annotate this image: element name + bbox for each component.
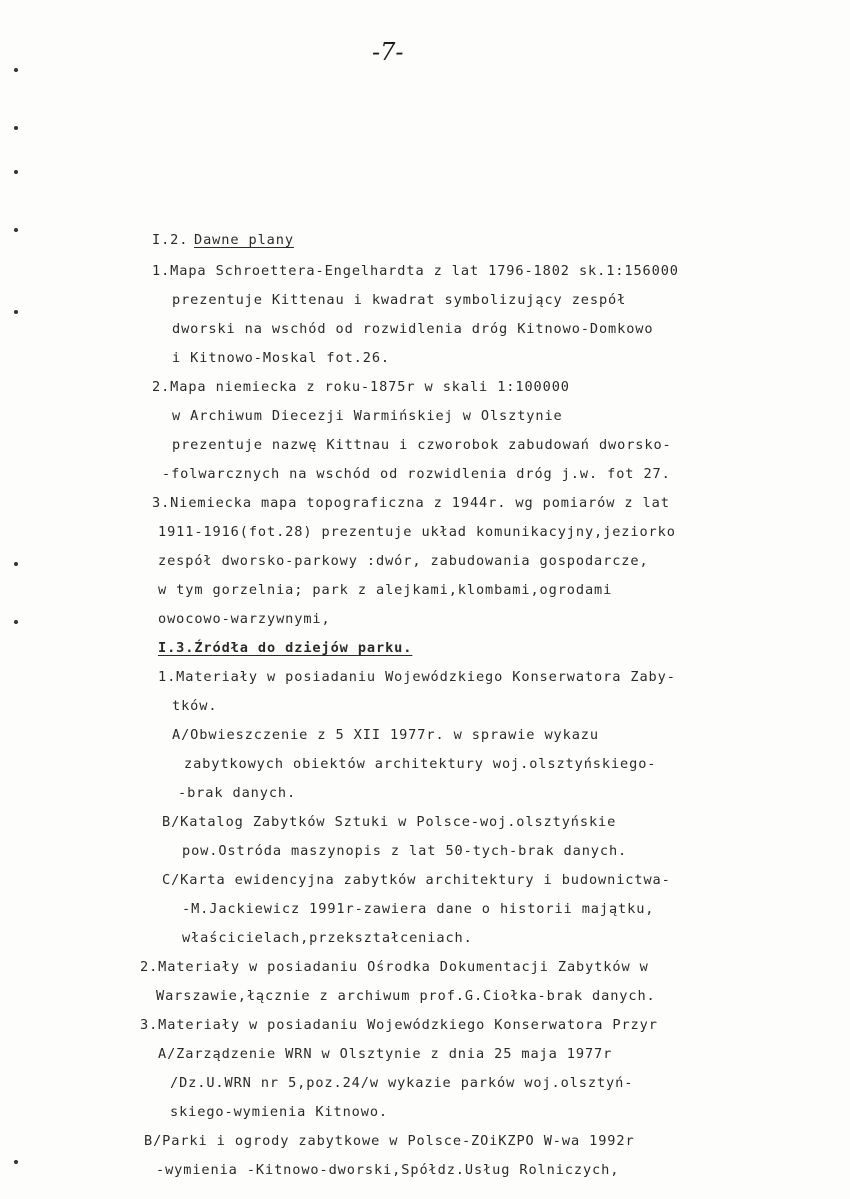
scan-mark <box>14 126 18 130</box>
text-line: A/Obwieszczenie z 5 XII 1977r. w sprawie wykazu <box>172 727 599 743</box>
text-line: 2.Materiały w posiadaniu Ośrodka Dokumentacji Zabytków w <box>140 959 649 975</box>
text-line: owocowo-warzywnymi, <box>158 611 331 627</box>
text-line: 2.Mapa niemiecka z roku-1875r w skali 1:100000 <box>152 379 570 395</box>
text-line: skiego-wymienia Kitnowo. <box>170 1104 389 1120</box>
text-line: 3.Niemiecka mapa topograficzna z 1944r. wg pomiarów z lat <box>152 495 670 511</box>
text-line: -folwarcznych na wschód od rozwidlenia dróg j.w. fot 27. <box>162 466 671 482</box>
text-line: tków. <box>172 698 218 714</box>
section-heading: Dawne plany <box>194 232 294 248</box>
text-line: pow.Ostróda maszynopis z lat 50-tych-brak danych. <box>182 843 628 859</box>
text-line: w Archiwum Diecezji Warmińskiej w Olsztynie <box>172 408 563 424</box>
scan-mark <box>14 310 18 314</box>
text-line: B/Katalog Zabytków Sztuki w Polsce-woj.olsztyńskie <box>162 814 617 830</box>
text-line: Warszawie,łącznie z archiwum prof.G.Ciołka-brak danych. <box>156 988 656 1004</box>
scan-mark <box>14 228 18 232</box>
text-line: prezentuje nazwę Kittnau i czworobok zabudowań dworsko- <box>172 437 672 453</box>
scan-mark <box>14 68 18 72</box>
text-line: zabytkowych obiektów architektury woj.olsztyńskiego- <box>184 756 657 772</box>
section-heading: I.3.Źródła do dziejów parku. <box>158 640 413 656</box>
scan-mark <box>14 620 18 624</box>
scan-mark <box>14 1160 18 1164</box>
section-number: I.2. <box>152 232 189 248</box>
page-number: -7- <box>372 38 404 66</box>
text-line: 1911-1916(fot.28) prezentuje układ komunikacyjny,jeziorko <box>158 524 676 540</box>
text-line: /Dz.U.WRN nr 5,poz.24/w wykazie parków woj.olsztyń- <box>170 1075 634 1091</box>
text-line: 1.Mapa Schroettera-Engelhardta z lat 1796-1802 sk.1:156000 <box>152 263 679 279</box>
text-line: zespół dworsko-parkowy :dwór, zabudowania gospodarcze, <box>158 553 649 569</box>
text-line: i Kitnowo-Moskal fot.26. <box>172 350 391 366</box>
text-line: dworski na wschód od rozwidlenia dróg Kitnowo-Domkowo <box>172 321 654 337</box>
text-line: -wymienia -Kitnowo-dworski,Spółdz.Usług Rolniczych, <box>156 1162 620 1178</box>
scan-mark <box>14 170 18 174</box>
text-line: B/Parki i ogrody zabytkowe w Polsce-ZOiKZPO W-wa 1992r <box>144 1133 635 1149</box>
text-line: 1.Materiały w posiadaniu Wojewódzkiego Konserwatora Zaby- <box>158 669 676 685</box>
text-line: C/Karta ewidencyjna zabytków architektury i budownictwa- <box>162 872 671 888</box>
scan-mark <box>14 562 18 566</box>
text-line: właścicielach,przekształceniach. <box>182 930 473 946</box>
text-line: 3.Materiały w posiadaniu Wojewódzkiego Konserwatora Przyr <box>140 1017 658 1033</box>
text-line: -M.Jackiewicz 1991r-zawiera dane o historii majątku, <box>182 901 655 917</box>
text-line: prezentuje Kittenau i kwadrat symbolizujący zespół <box>172 292 627 308</box>
text-line: -brak danych. <box>178 785 297 801</box>
text-line: w tym gorzelnia; park z alejkami,klombami,ogrodami <box>158 582 613 598</box>
text-line: A/Zarządzenie WRN w Olsztynie z dnia 25 maja 1977r <box>158 1046 613 1062</box>
